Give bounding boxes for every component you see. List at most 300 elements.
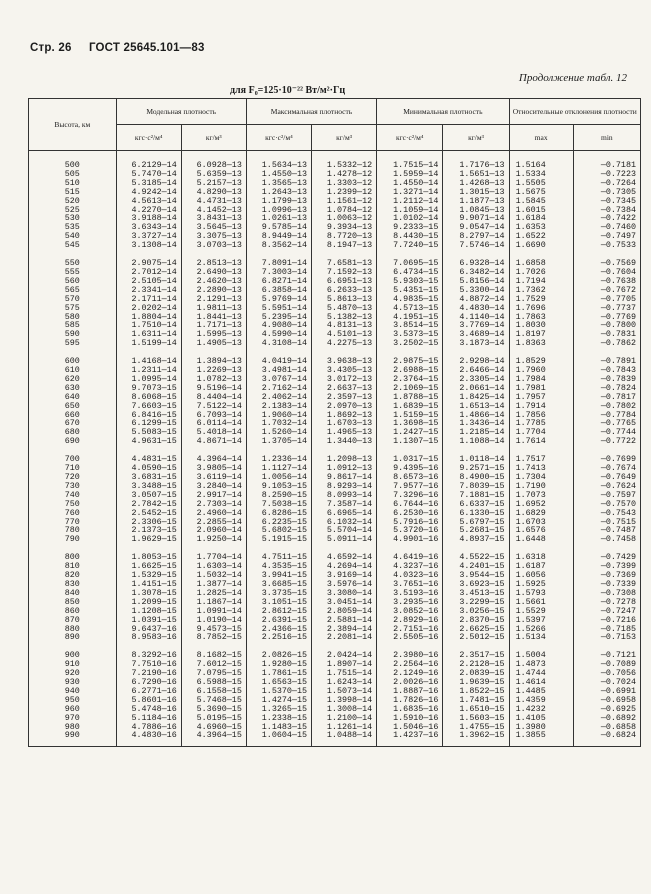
model-kgf-cell: 5.3185—14	[116, 179, 181, 188]
min-kg-cell: 4.8937—15	[443, 535, 509, 544]
max-kgf-cell: 3.0767—14	[246, 375, 311, 384]
rel-max-cell: 1.4359	[509, 696, 573, 705]
rel-min-cell: —0.7737	[573, 304, 640, 313]
min-kgf-cell: 3.5193—16	[377, 589, 443, 598]
rel-max-cell: 1.5925	[509, 580, 573, 589]
max-kg-cell: 4.2275—13	[312, 339, 377, 348]
min-kg-cell: 1.5603—15	[443, 714, 509, 723]
max-kgf-cell: 4.3108—14	[246, 339, 311, 348]
rel-min-cell: —0.7862	[573, 339, 640, 348]
rel-min-cell: —0.7843	[573, 366, 640, 375]
min-kg-cell: 1.9639—15	[443, 678, 509, 687]
rel-min-cell: —0.7800	[573, 321, 640, 330]
altitude-cell: 810	[29, 562, 117, 571]
rel-max-cell: 1.7960	[509, 366, 573, 375]
min-kg-cell: 2.5012—15	[443, 633, 509, 642]
min-kg-cell: 1.4268—13	[443, 179, 509, 188]
min-kg-cell: 3.1873—14	[443, 339, 509, 348]
min-kgf-cell: 5.4351—15	[377, 286, 443, 295]
model-kg-cell: 6.1558—15	[181, 687, 246, 696]
min-kg-cell: 4.4830—14	[443, 304, 509, 313]
table-continuation-label: Продолжение табл. 12	[518, 72, 627, 84]
min-kg-cell: 1.8425—14	[443, 393, 509, 402]
rel-min-cell: —0.7458	[573, 535, 640, 544]
rel-min-cell: —0.7515	[573, 518, 640, 527]
altitude-cell: 600	[29, 357, 117, 366]
rel-min-cell: —0.7345	[573, 197, 640, 206]
max-kgf-cell: 6.3858—14	[246, 286, 311, 295]
model-kgf-cell: 2.3341—14	[116, 286, 181, 295]
min-kg-cell: 5.3300—14	[443, 286, 509, 295]
min-kg-cell: 1.1877—13	[443, 197, 509, 206]
rel-max-cell: 1.7073	[509, 491, 573, 500]
model-kg-cell: 3.3075—13	[181, 232, 246, 241]
min-kgf-cell: 2.0026—16	[377, 678, 443, 687]
model-kgf-cell: 5.5083—15	[116, 428, 181, 437]
altitude-cell: 860	[29, 607, 117, 616]
rel-min-cell: —0.7722	[573, 437, 640, 446]
model-kgf-cell: 1.4151—15	[116, 580, 181, 589]
max-kg-cell: 1.8692—13	[312, 411, 377, 420]
max-kg-cell: 1.7515—14	[312, 669, 377, 678]
rel-max-cell: 1.5397	[509, 616, 573, 625]
rel-min-cell: —0.7604	[573, 268, 640, 277]
model-kgf-cell: 4.4831—15	[116, 455, 181, 464]
rel-min-cell: —0.7699	[573, 455, 640, 464]
min-kg-cell: 1.6510—15	[443, 705, 509, 714]
max-kgf-cell: 1.9280—15	[246, 660, 311, 669]
model-kgf-cell: 1.1208—15	[116, 607, 181, 616]
min-kg-cell: 1.7176—13	[443, 161, 509, 170]
header-max-density: Максимальная плотность	[246, 99, 376, 125]
model-kg-cell: 5.3690—15	[181, 705, 246, 714]
model-kgf-cell: 2.1711—14	[116, 295, 181, 304]
rel-max-cell: 1.5661	[509, 598, 573, 607]
altitude-cell: 650	[29, 402, 117, 411]
rel-min-cell: —0.7831	[573, 330, 640, 339]
model-kgf-cell: 6.2129—14	[116, 161, 181, 170]
min-kg-cell: 1.3436—14	[443, 419, 509, 428]
altitude-cell: 525	[29, 206, 117, 215]
min-kgf-cell: 3.8514—15	[377, 321, 443, 330]
max-kgf-cell: 4.5990—14	[246, 330, 311, 339]
max-kg-cell: 1.3440—13	[312, 437, 377, 446]
min-kgf-cell: 1.5959—14	[377, 170, 443, 179]
min-kgf-cell: 4.5713—15	[377, 304, 443, 313]
rel-max-cell: 1.5004	[509, 651, 573, 660]
rel-min-cell: —0.7649	[573, 473, 640, 482]
model-kg-cell: 1.0782—13	[181, 375, 246, 384]
max-kgf-cell: 5.9769—14	[246, 295, 311, 304]
rel-max-cell: 1.7194	[509, 277, 573, 286]
min-kg-cell: 1.4755—15	[443, 723, 509, 732]
header-model-density: Модельная плотность	[116, 99, 246, 125]
model-kgf-cell: 7.2190—16	[116, 669, 181, 678]
rel-min-cell: —0.7705	[573, 295, 640, 304]
min-kgf-cell: 1.2427—15	[377, 428, 443, 437]
model-kg-cell: 4.8671—14	[181, 437, 246, 446]
model-kgf-cell: 2.9075—14	[116, 259, 181, 268]
max-kg-cell: 1.0912—13	[312, 464, 377, 473]
min-kgf-cell: 1.6839—15	[377, 402, 443, 411]
model-kgf-cell: 3.6831—15	[116, 473, 181, 482]
model-kgf-cell: 1.8804—14	[116, 313, 181, 322]
rel-min-cell: —0.7247	[573, 607, 640, 616]
model-kg-cell: 1.0991—14	[181, 607, 246, 616]
min-kg-cell: 2.8370—15	[443, 616, 509, 625]
max-kg-cell: 5.5704—14	[312, 526, 377, 535]
rel-max-cell: 1.3855	[509, 731, 573, 740]
rel-min-cell: —0.7153	[573, 633, 640, 642]
max-kg-cell: 3.3080—14	[312, 589, 377, 598]
max-kgf-cell: 5.6802—15	[246, 526, 311, 535]
rel-max-cell: 1.4744	[509, 669, 573, 678]
max-kg-cell: 1.3303—12	[312, 179, 377, 188]
max-kg-cell: 1.3998—14	[312, 696, 377, 705]
model-kg-cell: 3.6119—14	[181, 473, 246, 482]
altitude-cell: 960	[29, 705, 117, 714]
rel-min-cell: —0.6824	[573, 731, 640, 740]
model-kg-cell: 3.9805—14	[181, 464, 246, 473]
table-row	[29, 241, 641, 250]
min-kg-cell: 2.2128—15	[443, 660, 509, 669]
altitude-cell: 545	[29, 241, 117, 250]
model-kg-cell: 1.5995—13	[181, 330, 246, 339]
min-kgf-cell: 4.9835—15	[377, 295, 443, 304]
max-kgf-cell: 5.5951—14	[246, 304, 311, 313]
header-rel-min: min	[573, 125, 640, 151]
rel-min-cell: —0.6958	[573, 696, 640, 705]
rel-max-cell: 1.7863	[509, 313, 573, 322]
min-kgf-cell: 7.3296—16	[377, 491, 443, 500]
rel-max-cell: 1.4105	[509, 714, 573, 723]
max-kg-cell: 7.3587—14	[312, 500, 377, 509]
max-kgf-cell: 6.2235—15	[246, 518, 311, 527]
max-kg-cell: 3.0172—13	[312, 375, 377, 384]
model-kg-cell: 3.0703—13	[181, 241, 246, 250]
model-kg-cell: 4.8290—13	[181, 188, 246, 197]
model-kg-cell: 7.5122—14	[181, 402, 246, 411]
min-kg-cell: 2.0839—15	[443, 669, 509, 678]
min-kgf-cell: 7.9577—16	[377, 482, 443, 491]
min-kg-cell: 2.0661—14	[443, 384, 509, 393]
model-kg-cell: 7.0795—15	[181, 669, 246, 678]
min-kg-cell: 1.5651—13	[443, 170, 509, 179]
model-kg-cell: 4.3964—14	[181, 455, 246, 464]
model-kg-cell: 4.3964—15	[181, 731, 246, 740]
max-kgf-cell: 1.3265—15	[246, 705, 311, 714]
rel-min-cell: —0.7339	[573, 580, 640, 589]
rel-min-cell: —0.7369	[573, 571, 640, 580]
model-kg-cell: 7.6012—15	[181, 660, 246, 669]
altitude-cell: 595	[29, 339, 117, 348]
rel-min-cell: —0.7223	[573, 170, 640, 179]
min-kgf-cell: 3.5373—15	[377, 330, 443, 339]
model-kg-cell: 1.3894—13	[181, 357, 246, 366]
max-kg-cell: 5.0911—14	[312, 535, 377, 544]
max-kg-cell: 1.5332—12	[312, 161, 377, 170]
altitude-cell: 930	[29, 678, 117, 687]
model-kgf-cell: 9.6437—16	[116, 625, 181, 634]
min-kg-cell: 5.2681—15	[443, 526, 509, 535]
model-kgf-cell: 2.3306—15	[116, 518, 181, 527]
header-unit-kg: кг/м³	[312, 125, 377, 151]
max-kgf-cell: 1.2336—14	[246, 455, 311, 464]
max-kgf-cell: 4.3535—15	[246, 562, 311, 571]
max-kgf-cell: 3.4981—14	[246, 366, 311, 375]
rel-min-cell: —0.6925	[573, 705, 640, 714]
rel-min-cell: —0.7674	[573, 464, 640, 473]
model-kgf-cell: 9.7073—15	[116, 384, 181, 393]
altitude-cell: 620	[29, 375, 117, 384]
min-kg-cell: 2.9298—14	[443, 357, 509, 366]
max-kg-cell: 7.6581—13	[312, 259, 377, 268]
model-kgf-cell: 4.2270—14	[116, 206, 181, 215]
altitude-cell: 710	[29, 464, 117, 473]
max-kg-cell: 8.9293—14	[312, 482, 377, 491]
model-kg-cell: 6.0928—13	[181, 161, 246, 170]
rel-max-cell: 1.7362	[509, 286, 573, 295]
model-kg-cell: 8.4404—14	[181, 393, 246, 402]
model-kgf-cell: 2.0202—14	[116, 304, 181, 313]
rel-min-cell: —0.7744	[573, 428, 640, 437]
min-kg-cell: 3.9544—15	[443, 571, 509, 580]
rel-min-cell: —0.7216	[573, 616, 640, 625]
min-kg-cell: 4.2401—15	[443, 562, 509, 571]
rel-max-cell: 1.7981	[509, 384, 573, 393]
min-kgf-cell: 2.7151—16	[377, 625, 443, 634]
max-kgf-cell: 1.2338—15	[246, 714, 311, 723]
rel-max-cell: 1.7957	[509, 393, 573, 402]
model-kgf-cell: 5.1184—16	[116, 714, 181, 723]
model-kg-cell: 1.5032—14	[181, 571, 246, 580]
altitude-cell: 535	[29, 223, 117, 232]
header-unit-kg: кг/м³	[181, 125, 246, 151]
model-kgf-cell: 5.4748—16	[116, 705, 181, 714]
rel-max-cell: 1.7984	[509, 375, 573, 384]
model-kgf-cell: 2.1373—15	[116, 526, 181, 535]
model-kg-cell: 5.2157—13	[181, 179, 246, 188]
max-kg-cell: 2.6637—13	[312, 384, 377, 393]
rel-max-cell: 1.6576	[509, 526, 573, 535]
model-kg-cell: 1.7704—14	[181, 553, 246, 562]
min-kgf-cell: 3.0852—16	[377, 607, 443, 616]
model-kg-cell: 2.6490—13	[181, 268, 246, 277]
min-kg-cell: 1.0118—14	[443, 455, 509, 464]
max-kg-cell: 4.2694—14	[312, 562, 377, 571]
min-kgf-cell: 1.6835—16	[377, 705, 443, 714]
altitude-cell: 830	[29, 580, 117, 589]
altitude-cell: 700	[29, 455, 117, 464]
header-unit-kgf: кгс·с²/м⁴	[116, 125, 181, 151]
page-header	[30, 42, 219, 54]
max-kgf-cell: 1.0056—14	[246, 473, 311, 482]
model-kgf-cell: 1.3078—15	[116, 589, 181, 598]
altitude-cell: 940	[29, 687, 117, 696]
altitude-cell: 575	[29, 304, 117, 313]
model-kgf-cell: 6.1299—15	[116, 419, 181, 428]
rel-max-cell: 1.6056	[509, 571, 573, 580]
max-kg-cell: 1.0063—12	[312, 214, 377, 223]
model-kg-cell: 1.9250—14	[181, 535, 246, 544]
model-kgf-cell: 8.3292—16	[116, 651, 181, 660]
model-kgf-cell: 2.5105—14	[116, 277, 181, 286]
altitude-cell: 690	[29, 437, 117, 446]
rel-max-cell: 1.6703	[509, 518, 573, 527]
min-kg-cell: 8.2797—14	[443, 232, 509, 241]
min-kgf-cell: 7.7240—15	[377, 241, 443, 250]
rel-max-cell: 1.6952	[509, 500, 573, 509]
max-kgf-cell: 2.1383—14	[246, 402, 311, 411]
model-kgf-cell: 3.6343—14	[116, 223, 181, 232]
max-kg-cell: 2.0424—14	[312, 651, 377, 660]
model-kg-cell: 1.2269—13	[181, 366, 246, 375]
model-kg-cell: 8.1682—15	[181, 651, 246, 660]
model-kgf-cell: 1.5199—14	[116, 339, 181, 348]
header-unit-kgf: кгс·с²/м⁴	[377, 125, 443, 151]
min-kgf-cell: 1.3271—14	[377, 188, 443, 197]
header-relative-deviation: Относительные отклонения плотности	[509, 99, 640, 125]
altitude-cell: 990	[29, 731, 117, 740]
rel-max-cell: 1.8529	[509, 357, 573, 366]
max-kg-cell: 1.1561—12	[312, 197, 377, 206]
max-kg-cell: 2.8059—14	[312, 607, 377, 616]
altitude-cell: 585	[29, 321, 117, 330]
max-kgf-cell: 1.1127—14	[246, 464, 311, 473]
rel-max-cell: 1.5134	[509, 633, 573, 642]
min-kg-cell: 2.3305—14	[443, 375, 509, 384]
min-kg-cell: 7.1881—15	[443, 491, 509, 500]
model-kgf-cell: 4.7886—16	[116, 723, 181, 732]
rel-min-cell: —0.6858	[573, 723, 640, 732]
header-min-density: Минимальная плотность	[377, 99, 509, 125]
table-row	[29, 339, 641, 348]
altitude-cell: 550	[29, 259, 117, 268]
max-kg-cell: 3.0451—14	[312, 598, 377, 607]
rel-min-cell: —0.7460	[573, 223, 640, 232]
min-kgf-cell: 1.8788—15	[377, 393, 443, 402]
max-kg-cell: 6.2633—13	[312, 286, 377, 295]
rel-min-cell: —0.7185	[573, 625, 640, 634]
model-kgf-cell: 1.7510—14	[116, 321, 181, 330]
model-kgf-cell: 4.9631—15	[116, 437, 181, 446]
max-kgf-cell: 1.7032—14	[246, 419, 311, 428]
rel-min-cell: —0.7181	[573, 161, 640, 170]
max-kg-cell: 9.3934—13	[312, 223, 377, 232]
max-kgf-cell: 2.7162—14	[246, 384, 311, 393]
table-row	[29, 731, 641, 740]
rel-max-cell: 1.6184	[509, 214, 573, 223]
min-kg-cell: 8.4900—15	[443, 473, 509, 482]
rel-min-cell: —0.7399	[573, 562, 640, 571]
rel-min-cell: —0.7570	[573, 500, 640, 509]
altitude-cell: 800	[29, 553, 117, 562]
min-kg-cell: 4.1140—14	[443, 313, 509, 322]
max-kgf-cell: 1.0261—13	[246, 214, 311, 223]
model-kgf-cell: 7.7510—16	[116, 660, 181, 669]
max-kgf-cell: 3.3735—15	[246, 589, 311, 598]
max-kgf-cell: 5.2395—14	[246, 313, 311, 322]
min-kg-cell: 1.6513—14	[443, 402, 509, 411]
rel-max-cell: 1.6858	[509, 259, 573, 268]
min-kgf-cell: 1.5046—16	[377, 723, 443, 732]
min-kgf-cell: 1.1059—14	[377, 206, 443, 215]
model-kgf-cell: 2.5452—15	[116, 509, 181, 518]
model-kg-cell: 2.1291—13	[181, 295, 246, 304]
max-kg-cell: 8.1947—13	[312, 241, 377, 250]
rel-max-cell: 1.7856	[509, 411, 573, 420]
rel-min-cell: —0.7278	[573, 598, 640, 607]
rel-min-cell: —0.7891	[573, 357, 640, 366]
model-kg-cell: 1.4905—13	[181, 339, 246, 348]
rel-min-cell: —0.7089	[573, 660, 640, 669]
max-kgf-cell: 1.5260—14	[246, 428, 311, 437]
max-kgf-cell: 1.1799—13	[246, 197, 311, 206]
max-kgf-cell: 7.3003—14	[246, 268, 311, 277]
min-kg-cell: 7.5746—14	[443, 241, 509, 250]
rel-max-cell: 1.8197	[509, 330, 573, 339]
rel-min-cell: —0.7543	[573, 509, 640, 518]
max-kg-cell: 1.2098—13	[312, 455, 377, 464]
max-kg-cell: 2.0970—13	[312, 402, 377, 411]
min-kgf-cell: 1.1307—15	[377, 437, 443, 446]
model-kgf-cell: 1.9629—15	[116, 535, 181, 544]
min-kg-cell: 9.0547—14	[443, 223, 509, 232]
model-kgf-cell: 4.9242—14	[116, 188, 181, 197]
min-kgf-cell: 1.5159—15	[377, 411, 443, 420]
max-kg-cell: 1.0784—12	[312, 206, 377, 215]
altitude-cell: 520	[29, 197, 117, 206]
min-kgf-cell: 1.7826—16	[377, 696, 443, 705]
rel-max-cell: 1.6522	[509, 232, 573, 241]
model-kg-cell: 2.0960—14	[181, 526, 246, 535]
rel-max-cell: 1.5793	[509, 589, 573, 598]
table-header	[28, 98, 641, 151]
altitude-cell: 740	[29, 491, 117, 500]
max-kg-cell: 6.6965—14	[312, 509, 377, 518]
rel-min-cell: —0.7308	[573, 589, 640, 598]
max-kgf-cell: 8.2590—15	[246, 491, 311, 500]
max-kgf-cell: 2.2516—15	[246, 633, 311, 642]
max-kg-cell: 7.1592—13	[312, 268, 377, 277]
min-kgf-cell: 3.7651—16	[377, 580, 443, 589]
max-kgf-cell: 1.3705—14	[246, 437, 311, 446]
rel-min-cell: —0.7597	[573, 491, 640, 500]
min-kg-cell: 6.3482—14	[443, 268, 509, 277]
min-kgf-cell: 2.1249—16	[377, 669, 443, 678]
min-kgf-cell: 2.3980—16	[377, 651, 443, 660]
rel-min-cell: —0.6892	[573, 714, 640, 723]
model-kgf-cell: 3.9188—14	[116, 214, 181, 223]
min-kg-cell: 7.8039—15	[443, 482, 509, 491]
altitude-cell: 515	[29, 188, 117, 197]
altitude-cell: 720	[29, 473, 117, 482]
max-kgf-cell: 1.3565—13	[246, 179, 311, 188]
min-kgf-cell: 9.4395—16	[377, 464, 443, 473]
max-kg-cell: 6.1032—14	[312, 518, 377, 527]
min-kgf-cell: 6.2530—16	[377, 509, 443, 518]
model-kg-cell: 1.8441—13	[181, 313, 246, 322]
rel-max-cell: 1.6187	[509, 562, 573, 571]
altitude-cell: 970	[29, 714, 117, 723]
rel-max-cell: 1.7413	[509, 464, 573, 473]
model-kgf-cell: 1.0995—14	[116, 375, 181, 384]
model-kg-cell: 1.3877—14	[181, 580, 246, 589]
max-kg-cell: 1.4278—12	[312, 170, 377, 179]
max-kgf-cell: 3.9941—15	[246, 571, 311, 580]
model-kg-cell: 6.5988—15	[181, 678, 246, 687]
altitude-cell: 790	[29, 535, 117, 544]
